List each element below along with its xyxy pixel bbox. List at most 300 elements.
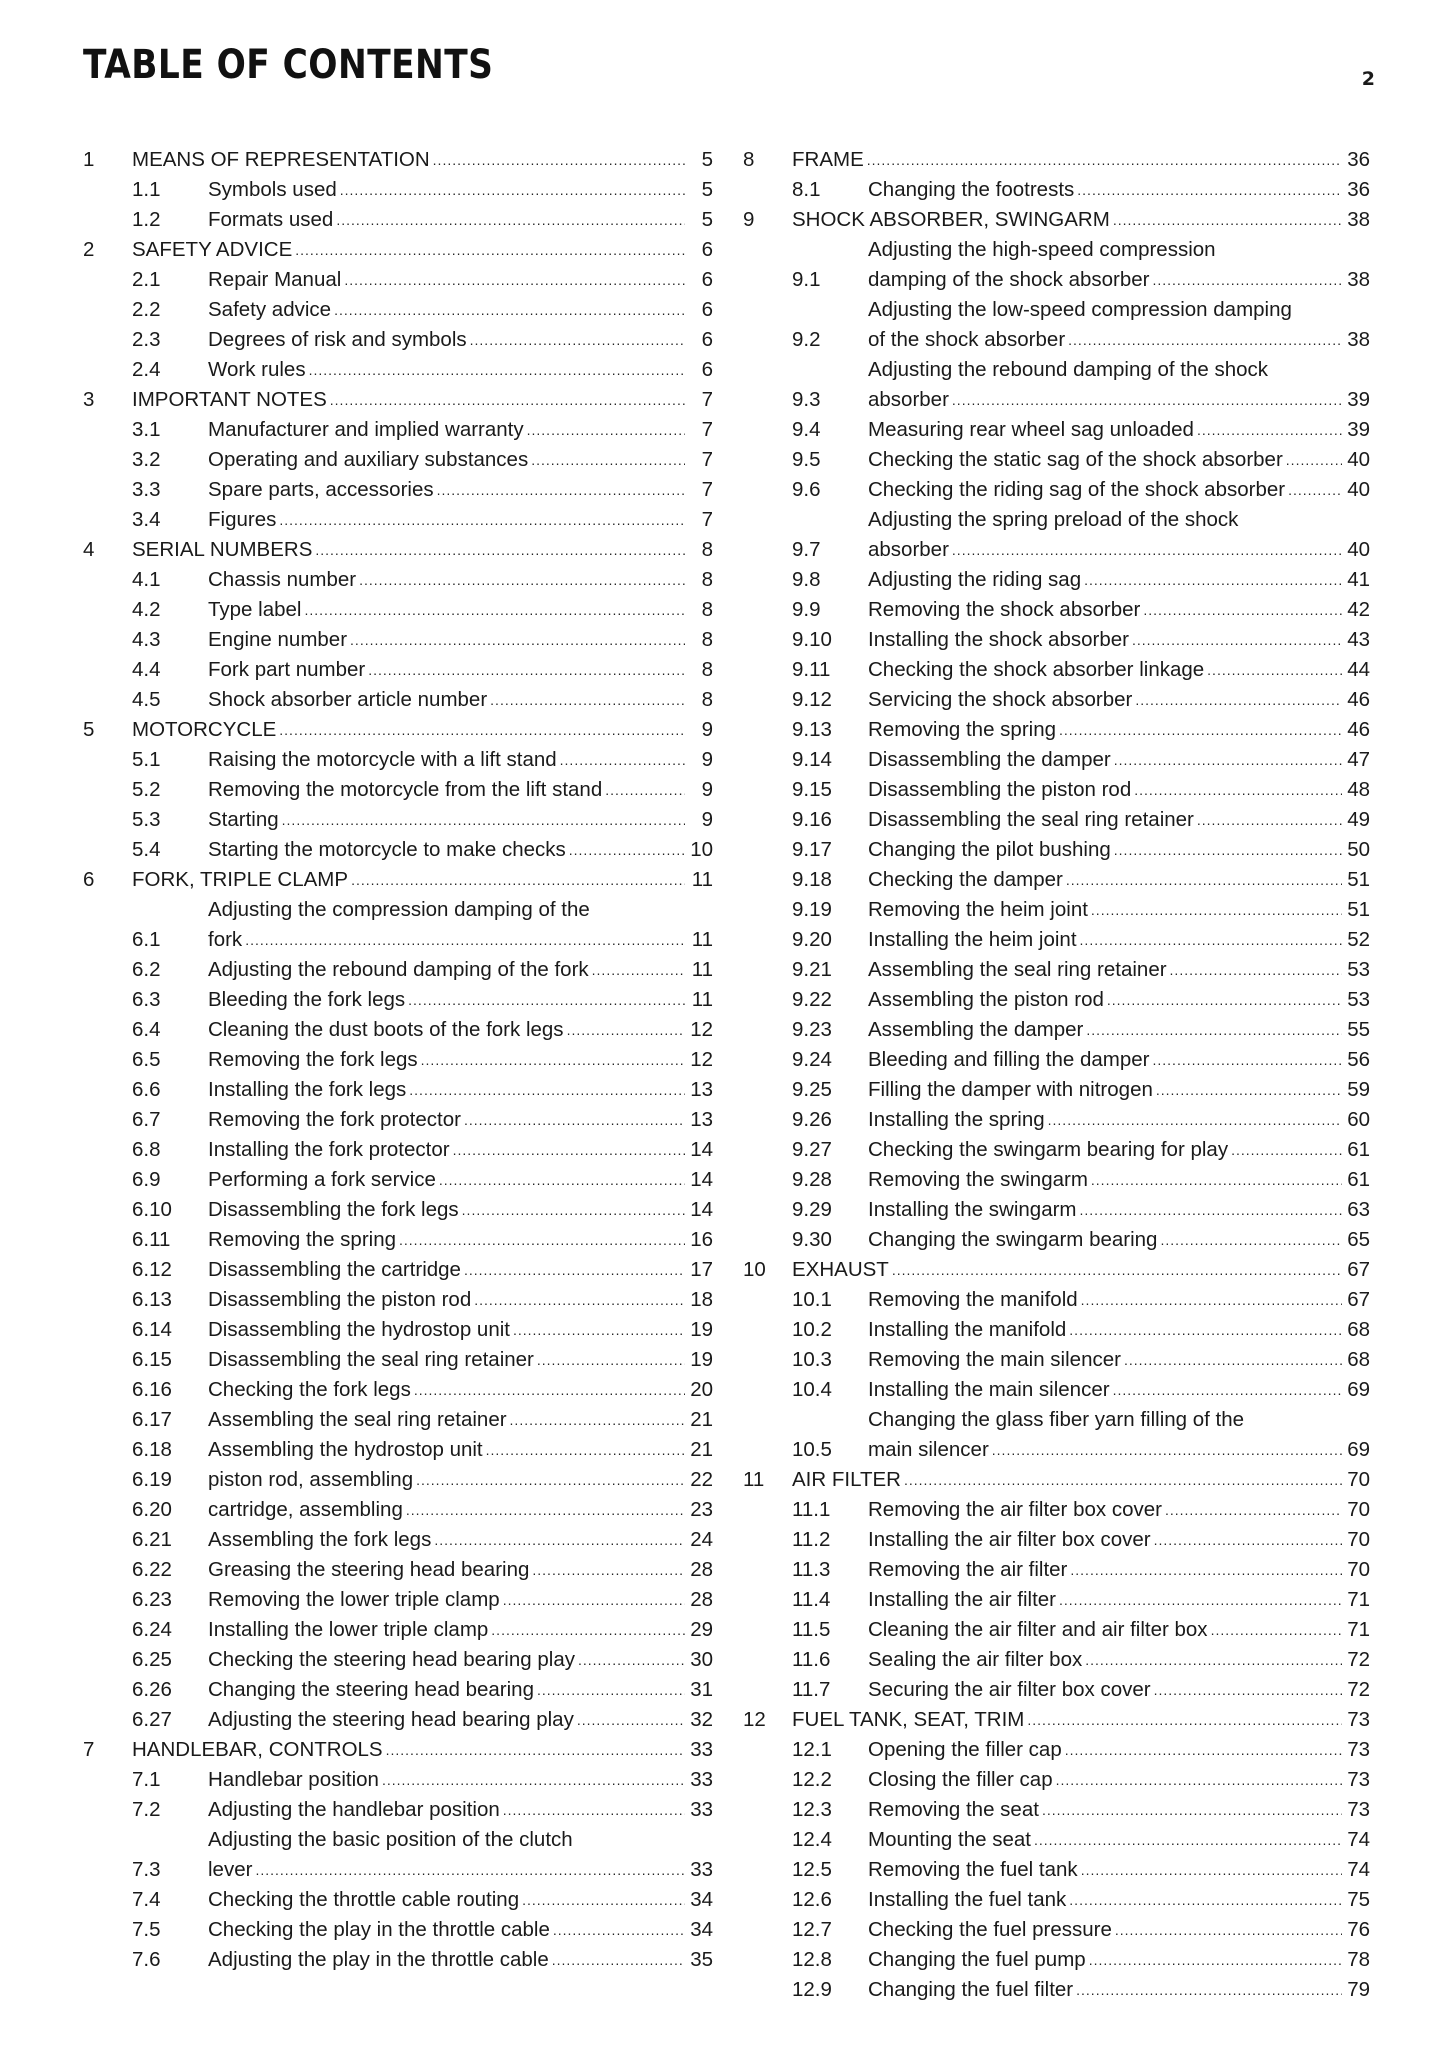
toc-entry-page: 32 <box>690 1708 713 1731</box>
toc-entry-title: FUEL TANK, SEAT, TRIM <box>792 1708 1025 1731</box>
dot-leader <box>1068 325 1342 355</box>
dot-leader <box>304 595 685 625</box>
toc-entry-number: 12.6 <box>792 1888 832 1911</box>
toc-entry-number: 9.28 <box>792 1168 832 1191</box>
toc-section-entry[interactable] <box>83 1075 713 1105</box>
toc-section-entry[interactable] <box>743 1825 1370 1855</box>
toc-entry-number: 6.11 <box>132 1228 171 1251</box>
toc-entry-title: Installing the fuel tank <box>868 1888 1067 1911</box>
toc-section-entry[interactable] <box>83 475 713 505</box>
toc-section-entry[interactable] <box>743 1975 1370 2005</box>
toc-entry-title: absorber <box>868 538 949 561</box>
dot-leader <box>414 1375 685 1405</box>
toc-section-entry[interactable] <box>743 1765 1370 1795</box>
toc-entry-title: Measuring rear wheel sag unloaded <box>868 418 1194 441</box>
toc-entry-number: 6.17 <box>132 1408 172 1431</box>
toc-section-entry[interactable] <box>83 835 713 865</box>
toc-section-entry[interactable] <box>743 1195 1370 1225</box>
toc-chapter-entry[interactable] <box>83 865 713 895</box>
dot-leader <box>409 1075 685 1105</box>
toc-section-entry[interactable] <box>83 175 713 205</box>
toc-section-entry[interactable] <box>743 1345 1370 1375</box>
toc-section-entry[interactable] <box>743 1495 1370 1525</box>
toc-entry-page: 8 <box>701 598 713 621</box>
toc-section-entry[interactable] <box>743 625 1370 655</box>
toc-section-entry[interactable] <box>743 1375 1370 1405</box>
dot-leader <box>1027 1705 1342 1735</box>
dot-leader <box>1152 265 1342 295</box>
toc-section-entry[interactable] <box>83 1045 713 1075</box>
toc-section-entry[interactable] <box>83 655 713 685</box>
toc-entry-number: 6.16 <box>132 1378 172 1401</box>
toc-section-entry[interactable] <box>743 715 1370 745</box>
toc-column-right <box>743 145 1370 2005</box>
toc-section-entry[interactable] <box>83 1195 713 1225</box>
toc-section-entry[interactable] <box>83 1555 713 1585</box>
toc-entry-title-line1: Adjusting the compression damping of the <box>208 898 590 921</box>
toc-section-entry[interactable] <box>83 1375 713 1405</box>
toc-entry-page: 6 <box>701 358 713 381</box>
toc-section-entry[interactable] <box>743 1735 1370 1765</box>
toc-entry-number: 9.11 <box>792 658 831 681</box>
toc-entry-page: 69 <box>1347 1378 1370 1401</box>
toc-entry-title: main silencer <box>868 1438 989 1461</box>
toc-entry-title: Checking the swingarm bearing for play <box>868 1138 1229 1161</box>
toc-entry-number: 7.5 <box>132 1918 161 1941</box>
toc-entry-number: 9.25 <box>792 1078 832 1101</box>
toc-section-entry[interactable] <box>83 1345 713 1375</box>
toc-entry-title: MEANS OF REPRESENTATION <box>132 148 430 171</box>
toc-entry-page: 7 <box>701 418 713 441</box>
toc-entry-title: Installing the main silencer <box>868 1378 1110 1401</box>
toc-section-entry[interactable] <box>83 355 713 385</box>
toc-entry-page: 21 <box>690 1408 713 1431</box>
dot-leader <box>1165 1495 1342 1525</box>
toc-chapter-entry[interactable] <box>743 205 1370 235</box>
toc-section-entry[interactable] <box>743 1105 1370 1135</box>
toc-section-entry[interactable] <box>743 1045 1370 1075</box>
toc-section-entry[interactable] <box>83 1405 713 1435</box>
toc-entry-page: 70 <box>1347 1498 1370 1521</box>
toc-chapter-entry[interactable] <box>743 1705 1370 1735</box>
toc-entry-page: 7 <box>701 388 713 411</box>
toc-entry-number: 9.10 <box>792 628 832 651</box>
toc-entry-number: 6.18 <box>132 1438 172 1461</box>
toc-section-entry[interactable] <box>743 955 1370 985</box>
toc-entry-title: Checking the fuel pressure <box>868 1918 1112 1941</box>
toc-entry-title: Disassembling the cartridge <box>208 1258 461 1281</box>
toc-section-entry[interactable] <box>83 1225 713 1255</box>
toc-entry-number: 10.4 <box>792 1378 832 1401</box>
dot-leader <box>1081 1855 1342 1885</box>
toc-entry-page: 68 <box>1347 1318 1370 1341</box>
toc-entry-number: 6.19 <box>132 1468 172 1491</box>
toc-entry-number: 2.1 <box>132 268 161 291</box>
toc-section-entry[interactable] <box>83 415 713 445</box>
toc-entry-title: Installing the spring <box>868 1108 1045 1131</box>
toc-entry-title: Disassembling the piston rod <box>208 1288 472 1311</box>
toc-section-entry[interactable] <box>83 1795 713 1825</box>
toc-section-entry[interactable] <box>83 1825 713 1885</box>
toc-entry-title: Disassembling the piston rod <box>868 778 1132 801</box>
dot-leader <box>503 1795 685 1825</box>
toc-entry-title: Assembling the seal ring retainer <box>868 958 1167 981</box>
toc-entry-page: 34 <box>690 1918 713 1941</box>
toc-section-entry[interactable] <box>743 505 1370 565</box>
toc-section-entry[interactable] <box>83 1645 713 1675</box>
dot-leader <box>1077 175 1342 205</box>
toc-section-entry[interactable] <box>743 655 1370 685</box>
toc-entry-number: 4 <box>83 538 95 561</box>
toc-entry-page: 7 <box>701 508 713 531</box>
toc-section-entry[interactable] <box>743 1405 1370 1465</box>
toc-section-entry[interactable] <box>743 175 1370 205</box>
toc-section-entry[interactable] <box>83 1495 713 1525</box>
toc-section-entry[interactable] <box>83 595 713 625</box>
dot-leader <box>1080 1195 1342 1225</box>
dot-leader <box>315 535 685 565</box>
toc-entry-page: 8 <box>701 538 713 561</box>
toc-section-entry[interactable] <box>83 1435 713 1465</box>
dot-leader <box>522 1885 685 1915</box>
toc-section-entry[interactable] <box>83 1675 713 1705</box>
toc-entry-title-line1: Adjusting the low-speed compression damping <box>868 298 1292 321</box>
toc-section-entry[interactable] <box>743 685 1370 715</box>
toc-entry-page: 9 <box>701 718 713 741</box>
toc-section-entry[interactable] <box>83 1705 713 1735</box>
dot-leader <box>1170 955 1342 985</box>
toc-entry-page: 73 <box>1347 1738 1370 1761</box>
toc-entry-number: 9.16 <box>792 808 832 831</box>
toc-entry-number: 6.14 <box>132 1318 172 1341</box>
toc-entry-number: 7.3 <box>132 1858 161 1881</box>
toc-section-entry[interactable] <box>83 565 713 595</box>
toc-entry-page: 72 <box>1347 1678 1370 1701</box>
toc-entry-title: AIR FILTER <box>792 1468 901 1491</box>
toc-entry-title: Cleaning the dust boots of the fork legs <box>208 1018 564 1041</box>
toc-entry-title: Assembling the seal ring retainer <box>208 1408 507 1431</box>
toc-chapter-entry[interactable] <box>743 1255 1370 1285</box>
toc-entry-title: Removing the air filter <box>868 1558 1068 1581</box>
toc-entry-title: Removing the shock absorber <box>868 598 1141 621</box>
toc-entry-number: 5.1 <box>132 748 161 771</box>
toc-section-entry[interactable] <box>83 805 713 835</box>
toc-entry-page: 36 <box>1347 178 1370 201</box>
toc-section-entry[interactable] <box>743 1585 1370 1615</box>
toc-entry-page: 6 <box>701 328 713 351</box>
toc-section-entry[interactable] <box>83 895 713 955</box>
toc-section-entry[interactable] <box>83 445 713 475</box>
dot-leader <box>1076 1975 1342 2005</box>
toc-entry-title: Operating and auxiliary substances <box>208 448 529 471</box>
toc-section-entry[interactable] <box>83 1165 713 1195</box>
dot-leader <box>1207 655 1342 685</box>
toc-chapter-entry[interactable] <box>83 535 713 565</box>
toc-section-entry[interactable] <box>743 745 1370 775</box>
toc-entry-title: Removing the heim joint <box>868 898 1088 921</box>
toc-section-entry[interactable] <box>743 865 1370 895</box>
toc-section-entry[interactable] <box>743 355 1370 415</box>
toc-section-entry[interactable] <box>83 1915 713 1945</box>
toc-section-entry[interactable] <box>83 325 713 355</box>
toc-section-entry[interactable] <box>743 1645 1370 1675</box>
toc-section-entry[interactable] <box>743 1675 1370 1705</box>
dot-leader <box>1154 1525 1342 1555</box>
dot-leader <box>255 1855 685 1885</box>
dot-leader <box>1113 1375 1342 1405</box>
toc-section-entry[interactable] <box>743 1795 1370 1825</box>
toc-entry-title-line1: Adjusting the rebound damping of the shock <box>868 358 1269 381</box>
toc-entry-page: 8 <box>701 568 713 591</box>
toc-entry-page: 28 <box>690 1558 713 1581</box>
toc-entry-page: 40 <box>1347 538 1370 561</box>
toc-section-entry[interactable] <box>83 775 713 805</box>
dot-leader <box>1081 1285 1342 1315</box>
dot-leader <box>577 1705 685 1735</box>
toc-column-left <box>83 145 713 1975</box>
toc-section-entry[interactable] <box>743 1945 1370 1975</box>
dot-leader <box>1066 865 1342 895</box>
toc-section-entry[interactable] <box>83 1105 713 1135</box>
dot-leader <box>552 1945 685 1975</box>
toc-section-entry[interactable] <box>83 265 713 295</box>
toc-chapter-entry[interactable] <box>83 145 713 175</box>
toc-entry-number: 9.24 <box>792 1048 832 1071</box>
toc-entry-title: Installing the manifold <box>868 1318 1067 1341</box>
toc-section-entry[interactable] <box>743 1555 1370 1585</box>
toc-section-entry[interactable] <box>743 1135 1370 1165</box>
toc-section-entry[interactable] <box>83 1585 713 1615</box>
toc-entry-title: FORK, TRIPLE CLAMP <box>132 868 349 891</box>
toc-entry-number: 6.13 <box>132 1288 172 1311</box>
toc-section-entry[interactable] <box>743 1615 1370 1645</box>
toc-entry-number: 9.18 <box>792 868 832 891</box>
toc-section-entry[interactable] <box>743 1315 1370 1345</box>
toc-entry-title: Changing the swingarm bearing <box>868 1228 1158 1251</box>
toc-entry-page: 49 <box>1347 808 1370 831</box>
toc-entry-page: 5 <box>701 208 713 231</box>
toc-entry-page: 21 <box>690 1438 713 1461</box>
toc-entry-title: Changing the fuel pump <box>868 1948 1086 1971</box>
dot-leader <box>1154 1675 1342 1705</box>
toc-entry-title: Checking the shock absorber linkage <box>868 658 1205 681</box>
toc-entry-title: of the shock absorber <box>868 328 1066 351</box>
toc-section-entry[interactable] <box>743 985 1370 1015</box>
toc-entry-page: 35 <box>690 1948 713 1971</box>
toc-section-entry[interactable] <box>83 985 713 1015</box>
toc-section-entry[interactable] <box>83 1015 713 1045</box>
toc-chapter-entry[interactable] <box>83 385 713 415</box>
toc-section-entry[interactable] <box>83 205 713 235</box>
toc-section-entry[interactable] <box>743 775 1370 805</box>
dot-leader <box>1059 1585 1342 1615</box>
dot-leader <box>386 1735 685 1765</box>
toc-entry-page: 47 <box>1347 748 1370 771</box>
toc-entry-number: 9.3 <box>792 388 821 411</box>
toc-section-entry[interactable] <box>83 1945 713 1975</box>
dot-leader <box>406 1495 685 1525</box>
toc-entry-page: 61 <box>1347 1138 1370 1161</box>
toc-chapter-entry[interactable] <box>743 1465 1370 1495</box>
toc-entry-title: Installing the heim joint <box>868 928 1077 951</box>
toc-section-entry[interactable] <box>83 1765 713 1795</box>
dot-leader <box>1042 1795 1342 1825</box>
toc-section-entry[interactable] <box>743 805 1370 835</box>
toc-entry-page: 67 <box>1347 1258 1370 1281</box>
toc-entry-title: Installing the swingarm <box>868 1198 1077 1221</box>
toc-entry-number: 6.25 <box>132 1648 172 1671</box>
toc-section-entry[interactable] <box>83 1255 713 1285</box>
dot-leader <box>592 955 685 985</box>
toc-entry-number: 9.30 <box>792 1228 832 1251</box>
toc-chapter-entry[interactable] <box>83 715 713 745</box>
toc-section-entry[interactable] <box>743 445 1370 475</box>
toc-section-entry[interactable] <box>743 595 1370 625</box>
toc-entry-title: Assembling the hydrostop unit <box>208 1438 483 1461</box>
toc-entry-number: 1.1 <box>132 178 161 201</box>
dot-leader <box>1089 1945 1342 1975</box>
dot-leader <box>336 205 685 235</box>
toc-entry-page: 52 <box>1347 928 1370 951</box>
dot-leader <box>1115 1915 1342 1945</box>
toc-entry-page: 33 <box>690 1768 713 1791</box>
toc-entry-title: Disassembling the seal ring retainer <box>208 1348 534 1371</box>
toc-entry-title: piston rod, assembling <box>208 1468 414 1491</box>
dot-leader <box>474 1285 685 1315</box>
toc-entry-title: Cleaning the air filter and air filter box <box>868 1618 1208 1641</box>
dot-leader <box>433 145 685 175</box>
toc-section-entry[interactable] <box>83 1615 713 1645</box>
toc-section-entry[interactable] <box>83 685 713 715</box>
toc-entry-title: Removing the fork protector <box>208 1108 461 1131</box>
toc-entry-number: 6.12 <box>132 1258 172 1281</box>
toc-section-entry[interactable] <box>83 955 713 985</box>
toc-chapter-entry[interactable] <box>83 235 713 265</box>
dot-leader <box>952 385 1342 415</box>
toc-section-entry[interactable] <box>743 565 1370 595</box>
toc-entry-title: Repair Manual <box>208 268 342 291</box>
toc-entry-number: 6.22 <box>132 1558 172 1581</box>
toc-section-entry[interactable] <box>83 745 713 775</box>
toc-entry-title: IMPORTANT NOTES <box>132 388 327 411</box>
toc-section-entry[interactable] <box>743 235 1370 295</box>
toc-entry-title: Servicing the shock absorber <box>868 688 1133 711</box>
toc-entry-title: Work rules <box>208 358 306 381</box>
toc-chapter-entry[interactable] <box>743 145 1370 175</box>
page-title: TABLE OF CONTENTS <box>83 42 494 88</box>
toc-entry-title: Changing the steering head bearing <box>208 1678 534 1701</box>
toc-entry-title: Adjusting the riding sag <box>868 568 1082 591</box>
toc-entry-title: Disassembling the damper <box>868 748 1111 771</box>
toc-entry-title: Spare parts, accessories <box>208 478 434 501</box>
toc-entry-title: fork <box>208 928 243 951</box>
toc-entry-page: 38 <box>1347 208 1370 231</box>
toc-entry-page: 70 <box>1347 1558 1370 1581</box>
toc-section-entry[interactable] <box>743 295 1370 355</box>
toc-section-entry[interactable] <box>743 1165 1370 1195</box>
toc-entry-page: 11 <box>691 988 713 1011</box>
dot-leader <box>1065 1735 1342 1765</box>
toc-section-entry[interactable] <box>83 625 713 655</box>
toc-section-entry[interactable] <box>83 295 713 325</box>
toc-section-entry[interactable] <box>83 505 713 535</box>
toc-entry-title: Removing the spring <box>868 718 1057 741</box>
toc-section-entry[interactable] <box>743 1855 1370 1885</box>
toc-section-entry[interactable] <box>83 1525 713 1555</box>
toc-section-entry[interactable] <box>743 895 1370 925</box>
toc-entry-number: 4.4 <box>132 658 161 681</box>
toc-entry-page: 69 <box>1347 1438 1370 1461</box>
toc-section-entry[interactable] <box>83 1885 713 1915</box>
toc-entry-title: Assembling the damper <box>868 1018 1084 1041</box>
toc-section-entry[interactable] <box>743 1285 1370 1315</box>
toc-entry-title: Figures <box>208 508 277 531</box>
toc-entry-page: 39 <box>1347 418 1370 441</box>
toc-entry-number: 9.14 <box>792 748 832 771</box>
toc-entry-page: 44 <box>1347 658 1370 681</box>
toc-entry-number: 6.21 <box>132 1528 172 1551</box>
toc-section-entry[interactable] <box>83 1465 713 1495</box>
toc-entry-page: 19 <box>690 1318 713 1341</box>
toc-entry-title: Adjusting the handlebar position <box>208 1798 500 1821</box>
toc-entry-number: 4.3 <box>132 628 161 651</box>
toc-entry-title: Checking the steering head bearing play <box>208 1648 575 1671</box>
dot-leader <box>1197 415 1342 445</box>
toc-entry-title: absorber <box>868 388 949 411</box>
toc-entry-page: 59 <box>1347 1078 1370 1101</box>
toc-entry-title: Installing the lower triple clamp <box>208 1618 489 1641</box>
toc-section-entry[interactable] <box>743 1915 1370 1945</box>
toc-section-entry[interactable] <box>743 925 1370 955</box>
toc-entry-number: 6.5 <box>132 1048 161 1071</box>
toc-entry-number: 6.3 <box>132 988 161 1011</box>
toc-entry-page: 9 <box>701 808 713 831</box>
toc-section-entry[interactable] <box>83 1285 713 1315</box>
toc-section-entry[interactable] <box>743 1015 1370 1045</box>
toc-entry-page: 13 <box>690 1078 713 1101</box>
dot-leader <box>434 1525 685 1555</box>
dot-leader <box>510 1405 685 1435</box>
toc-section-entry[interactable] <box>743 1885 1370 1915</box>
toc-entry-number: 11.4 <box>792 1588 831 1611</box>
toc-entry-page: 33 <box>690 1798 713 1821</box>
toc-entry-number: 11.1 <box>792 1498 831 1521</box>
toc-entry-number: 9 <box>743 208 755 231</box>
toc-entry-number: 6 <box>83 868 95 891</box>
toc-section-entry[interactable] <box>743 475 1370 505</box>
toc-section-entry[interactable] <box>743 1075 1370 1105</box>
toc-entry-page: 51 <box>1347 898 1370 921</box>
dot-leader <box>1143 595 1342 625</box>
toc-section-entry[interactable] <box>743 835 1370 865</box>
toc-entry-number: 6.7 <box>132 1108 161 1131</box>
toc-section-entry[interactable] <box>743 1225 1370 1255</box>
toc-section-entry[interactable] <box>743 1525 1370 1555</box>
toc-section-entry[interactable] <box>83 1315 713 1345</box>
dot-leader <box>1085 1645 1342 1675</box>
toc-entry-title: Degrees of risk and symbols <box>208 328 467 351</box>
dot-leader <box>1107 985 1342 1015</box>
toc-entry-page: 39 <box>1347 388 1370 411</box>
dot-leader <box>382 1765 685 1795</box>
toc-entry-page: 68 <box>1347 1348 1370 1371</box>
toc-section-entry[interactable] <box>83 1135 713 1165</box>
toc-chapter-entry[interactable] <box>83 1735 713 1765</box>
toc-entry-number: 9.5 <box>792 448 821 471</box>
dot-leader <box>1086 1015 1342 1045</box>
toc-section-entry[interactable] <box>743 415 1370 445</box>
toc-entry-title: Removing the main silencer <box>868 1348 1121 1371</box>
